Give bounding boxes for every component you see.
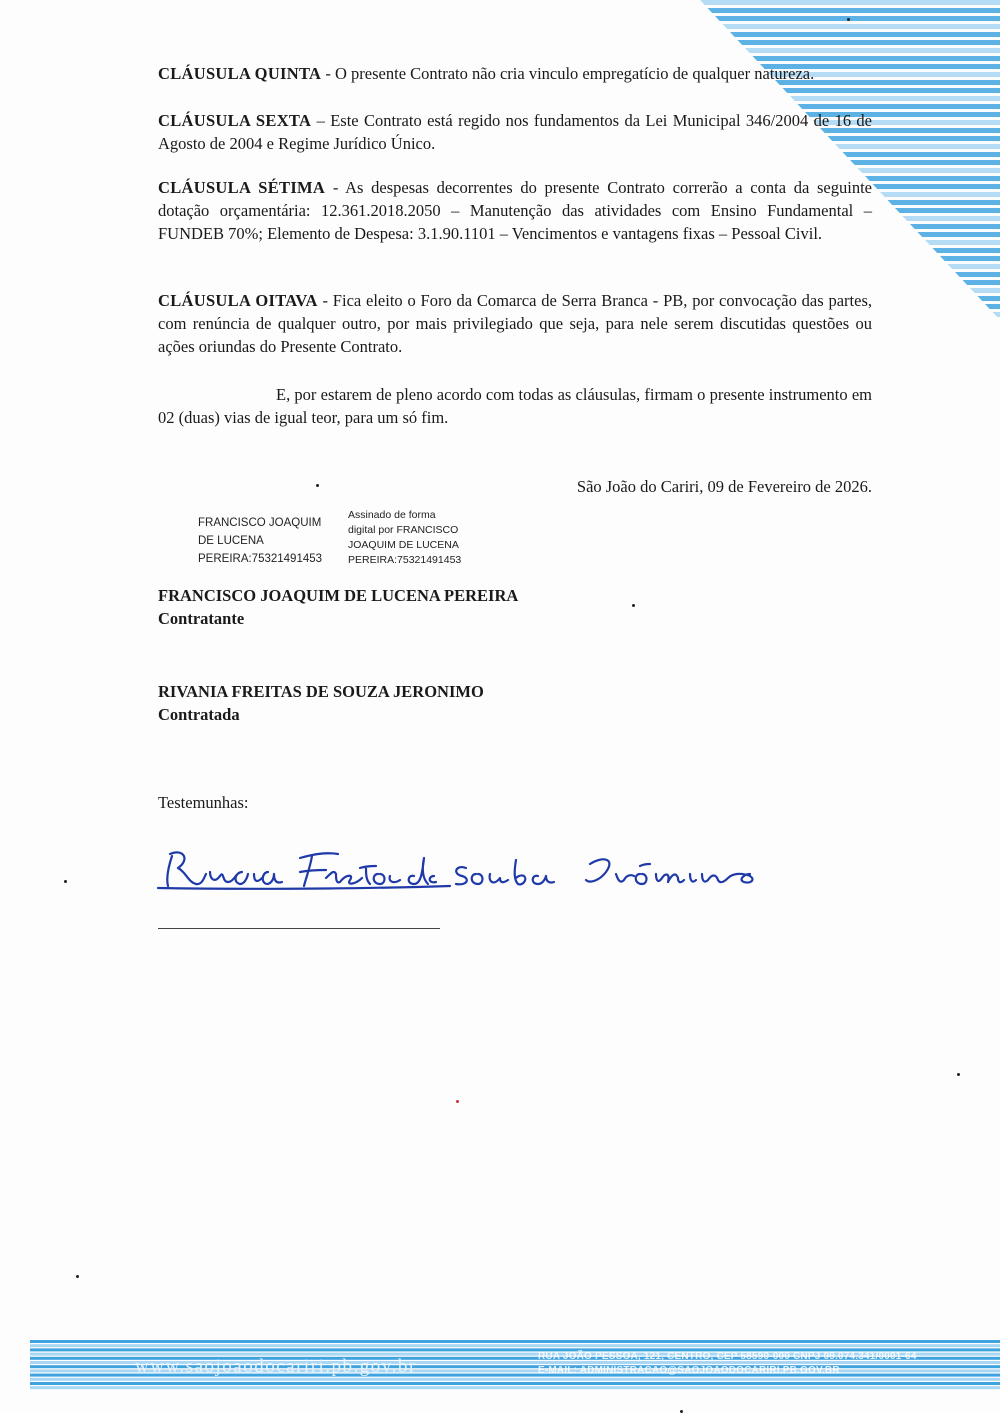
clause-oitava-heading: CLÁUSULA OITAVA [158, 291, 318, 310]
clause-oitava [158, 289, 872, 358]
footer-address [538, 1350, 917, 1378]
clause-setima-heading: CLÁUSULA SÉTIMA [158, 178, 326, 197]
decorative-stripes [700, 0, 1000, 320]
clause-oitava-text: - Fica eleito o Foro da Comarca de Serra Branca - PB, por convocação das partes, com renúncia de qualquer outro, por mais privilegiado que seja, para nele serem discutidas questões ou ações oriundas do Presente Contrato. [158, 291, 873, 356]
contratante-role: Contratante [158, 609, 245, 628]
digital-signature-note [348, 508, 498, 568]
digital-signature-name-line: DE LUCENA [198, 535, 264, 547]
stripe [700, 272, 1000, 277]
scan-speck [316, 484, 319, 487]
clause-sexta-heading: CLÁUSULA SEXTA [158, 111, 312, 130]
footer-stripe [30, 1344, 1000, 1347]
footer-stripe [30, 1340, 1000, 1343]
footer-email-line: E-MAIL: ADMINISTRACAO@SAOJOAODOCARIRI.PB.GOV.BR [538, 1365, 840, 1376]
witnesses-label: Testemunhas: [158, 793, 249, 812]
stripe [700, 24, 1000, 29]
witness-signature-line [158, 928, 440, 929]
stripe [700, 248, 1000, 253]
closing-text: E, por estarem de pleno acordo com todas as cláusulas, firmam o presente instrumento em 02 (duas) vias de igual teor, para um só fim. [158, 385, 872, 427]
stripe [700, 16, 1000, 21]
digital-signature-note-line: Assinado de forma [348, 509, 436, 521]
handwritten-signature [150, 838, 770, 898]
digital-signature-note-line: PEREIRA:75321491453 [348, 554, 462, 566]
clause-setima-text: - As despesas decorrentes do presente Contrato correrão a conta da seguinte dotação orçamentária: 12.361.2018.2050 – Manutenção das atividades com Ensino Fundamental – FUNDEB 70%; Elemento de Despesa: 3.1.90.1101 – Vencimentos e vantagens fixas – Pessoal Civil. [158, 178, 872, 243]
stripe [700, 264, 1000, 269]
scan-speck [632, 604, 635, 607]
contratante-block [158, 584, 518, 630]
stripe [700, 168, 1000, 173]
footer-address-line: RUA JOÃO PESSOA, 121, CENTRO, CEP 58590-000 CNPJ 09.074.341/0001-64 [538, 1351, 917, 1362]
stripe [700, 8, 1000, 13]
contratada-name: RIVANIA FREITAS DE SOUZA JERONIMO [158, 682, 484, 701]
stripe [700, 56, 1000, 61]
digital-signature-name-line: FRANCISCO JOAQUIM [198, 517, 322, 529]
stripe [700, 32, 1000, 37]
footer-stripe [30, 1382, 1000, 1385]
clause-quinta [158, 62, 872, 85]
stripe [700, 280, 1000, 285]
clause-sexta-text: – Este Contrato está regido nos fundamentos da Lei Municipal 346/2004 de 16 de Agosto de 2004 e Regime Jurídico Único. [158, 111, 872, 153]
stripe [700, 40, 1000, 45]
date-line: São João do Cariri, 09 de Fevereiro de 2026. [576, 477, 872, 496]
stripe [700, 160, 1000, 165]
stripe [700, 96, 1000, 101]
stripe [700, 0, 1000, 5]
contratante-name: FRANCISCO JOAQUIM DE LUCENA PEREIRA [158, 586, 519, 605]
stripe [700, 256, 1000, 261]
clause-setima [158, 176, 872, 245]
clause-sexta [158, 109, 872, 155]
digital-signature-name-line: PEREIRA:75321491453 [198, 553, 323, 565]
contratada-role: Contratada [158, 705, 240, 724]
scan-speck [76, 1275, 79, 1278]
digital-signature-note-line: JOAQUIM DE LUCENA [348, 539, 459, 551]
clause-quinta-heading: CLÁUSULA QUINTA [158, 64, 322, 83]
stripe [700, 48, 1000, 53]
clause-quinta-text: - O presente Contrato não cria vinculo empregatício de qualquer natureza. [321, 64, 815, 83]
scan-speck [64, 880, 67, 883]
contratada-block [158, 680, 484, 726]
digital-signature-name [198, 514, 348, 568]
scan-speck [957, 1073, 960, 1076]
scan-speck [847, 18, 850, 21]
scan-speck [456, 1100, 459, 1103]
closing-statement [158, 383, 872, 429]
digital-signature-note-line: digital por FRANCISCO [348, 524, 459, 536]
footer-url: www.saojoaodocariri.pb.gov.br [135, 1356, 417, 1377]
stripe [700, 88, 1000, 93]
footer-stripe [30, 1386, 1000, 1389]
footer-stripe [30, 1378, 1000, 1381]
